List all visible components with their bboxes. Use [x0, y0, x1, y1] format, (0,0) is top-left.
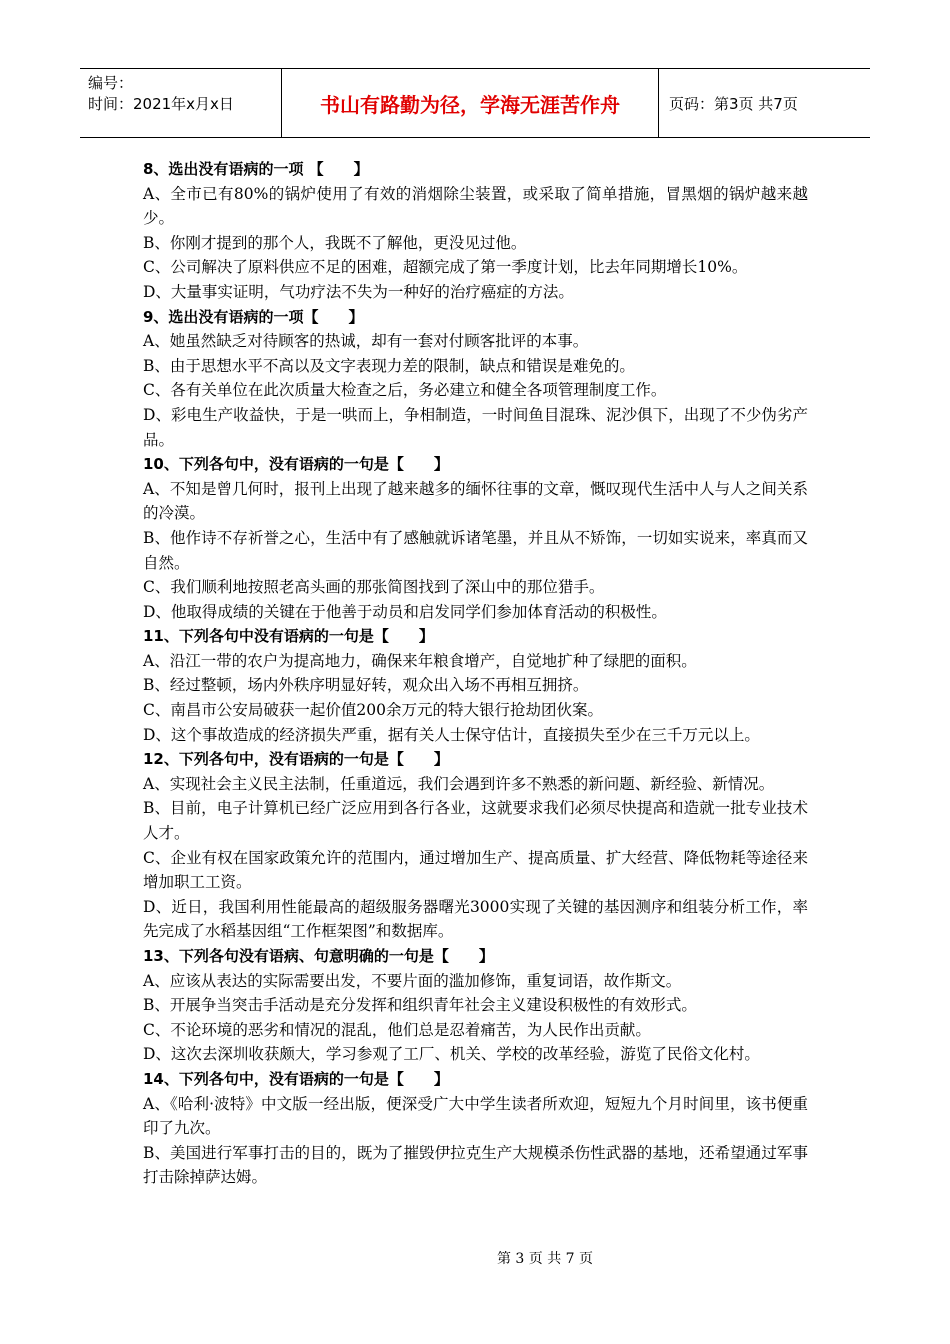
header-time-label: 时间：2021年x月x日: [88, 95, 234, 113]
answer-option: A、她虽然缺乏对待顾客的热诚，却有一套对付顾客批评的本事。: [143, 332, 589, 351]
question-heading: 8、选出没有语病的一项 【 】: [143, 160, 369, 178]
header-number-label: 编号：: [88, 74, 134, 92]
question-heading: 11、下列各句中没有语病的一句是【 】: [143, 627, 434, 646]
question-heading: 13、下列各句没有语病、句意明确的一句是【 】: [143, 947, 494, 965]
answer-option: C、我们顺利地按照老高头画的那张简图找到了深山中的那位猎手。: [143, 578, 605, 597]
header-page-info: 页码：第3页 共7页: [669, 94, 798, 113]
answer-option: C、企业有权在国家政策允许的范围内，通过增加生产、提高质量、扩大经营、降低物耗等途径来增加职工工资。: [143, 848, 808, 892]
header-meta: [80, 69, 282, 137]
answer-option: B、开展争当突击手活动是充分发挥和组织青年社会主义建设积极性的有效形式。: [143, 996, 697, 1015]
answer-option: C、各有关单位在此次质量大检查之后，务必建立和健全各项管理制度工作。: [143, 381, 667, 400]
document-body: [143, 157, 808, 1190]
question-heading: 9、选出没有语病的一项【 】: [143, 307, 364, 326]
answer-option: B、他作诗不存祈誉之心，生活中有了感触就诉诸笔墨，并且从不矫饰，一切如实说来，率真而又自然。: [143, 528, 808, 572]
page-header: [80, 68, 870, 138]
answer-option: D、近日，我国利用性能最高的超级服务器曙光3000实现了关键的基因测序和组装分析工作，率先完成了水稻基因组“工作框架图”和数据库。: [143, 897, 808, 941]
answer-option: B、目前，电子计算机已经广泛应用到各行各业，这就要求我们必须尽快提高和造就一批专业技术人才。: [143, 799, 808, 843]
answer-option: A、全市已有80%的锅炉使用了有效的消烟除尘装置，或采取了简单措施，冒黑烟的锅炉越来越少。: [143, 184, 808, 228]
answer-option: B、由于思想水平不高以及文字表现力差的限制，缺点和错误是难免的。: [143, 356, 635, 375]
answer-option: D、他取得成绩的关键在于他善于动员和启发同学们参加体育活动的积极性。: [143, 602, 667, 621]
answer-option: A、沿江一带的农户为提高地力，确保来年粮食增产，自觉地扩种了绿肥的面积。: [143, 651, 697, 670]
answer-option: B、经过整顿，场内外秩序明显好转，观众出入场不再相互拥挤。: [143, 676, 589, 695]
question-heading: 10、下列各句中，没有语病的一句是【 】: [143, 455, 449, 474]
page-footer: 第 3 页 共 7 页: [496, 1251, 594, 1267]
answer-option: B、你刚才提到的那个人，我既不了解他，更没见过他。: [143, 233, 527, 252]
question-heading: 12、下列各句中，没有语病的一句是【 】: [143, 750, 449, 769]
answer-option: C、南昌市公安局破获一起价值200余万元的特大银行抢劫团伙案。: [143, 701, 603, 720]
answer-option: B、美国进行军事打击的目的，既为了摧毁伊拉克生产大规模杀伤性武器的基地，还希望通过军事打击除掉萨达姆。: [143, 1143, 808, 1187]
answer-option: D、这次去深圳收获颇大，学习参观了工厂、机关、学校的改革经验，游览了民俗文化村。: [143, 1045, 760, 1064]
header-motto: 书山有路勤为径，学海无涯苦作舟: [282, 69, 659, 137]
answer-option: A、不知是曾几何时，报刊上出现了越来越多的缅怀往事的文章，慨叹现代生活中人与人之间关系的冷漠。: [143, 479, 808, 523]
answer-option: A、应该从表达的实际需要出发，不要片面的滥加修饰，重复词语，故作斯文。: [143, 971, 682, 990]
answer-option: C、公司解决了原料供应不足的困难，超额完成了第一季度计划，比去年同期增长10%。: [143, 258, 748, 277]
answer-option: A、实现社会主义民主法制，任重道远，我们会遇到许多不熟悉的新问题、新经验、新情况。: [143, 774, 775, 793]
answer-option: A、《哈利·波特》中文版一经出版，便深受广大中学生读者所欢迎，短短九个月时间里，该书便重印了九次。: [143, 1094, 808, 1138]
answer-option: D、彩电生产收益快，于是一哄而上，争相制造，一时间鱼目混珠、泥沙俱下，出现了不少伪劣产品。: [143, 405, 808, 449]
answer-option: C、不论环境的恶劣和情况的混乱，他们总是忍着痛苦，为人民作出贡献。: [143, 1020, 651, 1039]
question-heading: 14、下列各句中，没有语病的一句是【 】: [143, 1069, 449, 1088]
answer-option: D、大量事实证明，气功疗法不失为一种好的治疗癌症的方法。: [143, 282, 574, 301]
answer-option: D、这个事故造成的经济损失严重，据有关人士保守估计，直接损失至少在三千万元以上。: [143, 725, 760, 744]
